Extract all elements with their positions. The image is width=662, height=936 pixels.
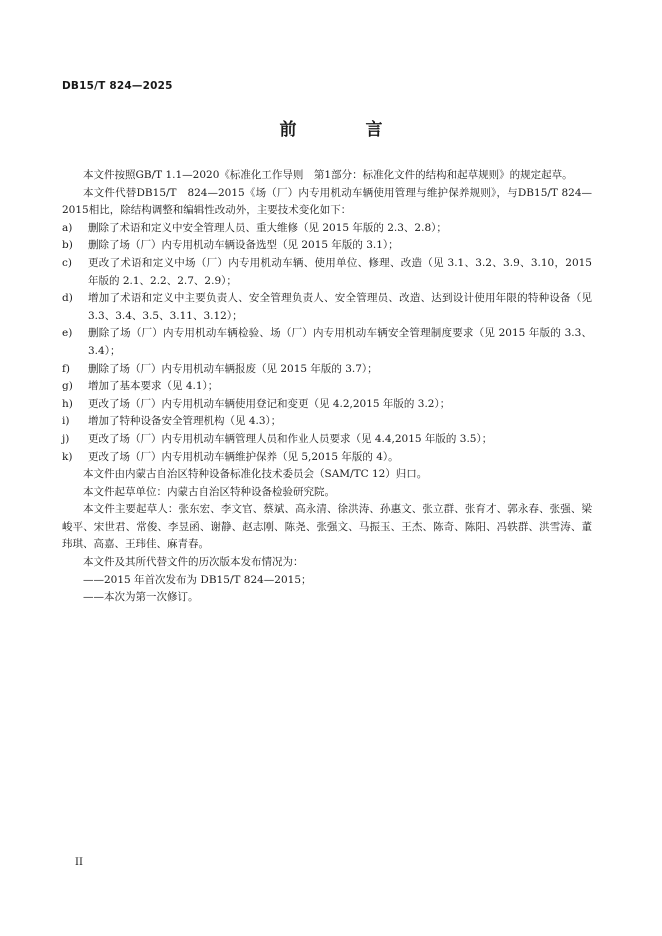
list-marker: i) [62,415,70,428]
list-marker: b) [62,239,73,252]
list-item [62,431,592,449]
list-item [62,237,592,255]
list-marker: c) [62,256,72,269]
list-item-text: 增加了术语和定义中主要负责人、安全管理负责人、安全管理员、改造、达到设计使用年限的特种设备（见 3.3、3.4、3.5、3.11、3.12）； [88,292,592,322]
intro-paragraph: 本文件代替DB15/T 824—2015《场（厂）内专用机动车辆使用管理与维护保养规则》，与DB15/T 824—2015相比，除结构调整和编辑性改动外，主要技术变化如下： [62,186,592,217]
document-code: DB15/T 824—2025 [62,80,173,92]
list-item [62,396,592,414]
list-item [62,325,592,360]
list-item [62,361,592,379]
history-item: ——2015 年首次发布为 DB15/T 824—2015； [83,573,312,586]
list-marker: h) [62,397,73,410]
list-item [62,220,592,238]
list-item [62,413,592,431]
list-item-text: 更改了场（厂）内专用机动车辆管理人员和作业人员要求（见 4.4,2015 年版的 3.5）； [88,432,493,445]
list-item [62,449,592,467]
list-item-text: 删除了场（厂）内专用机动车辆报废（见 2015 年版的 3.7）； [88,362,378,375]
list-item [62,255,592,290]
drafters-paragraph: 本文件主要起草人：张东宏、李文官、蔡斌、高永清、徐洪涛、孙惠文、张立群、张育才、郭永春、张强、梁峻平、宋世君、常俊、李昱函、谢静、赵志刚、陈尧、张强文、马振玉、王杰、陈奇、陈阳、冯轶群、洪雪涛、董玮琪、高嘉、王玮佳、麻青春。 [62,503,592,551]
list-marker: d) [62,292,73,305]
list-marker: j) [62,432,70,445]
list-item-text: 更改了场（厂）内专用机动车辆使用登记和变更（见 4.2,2015 年版的 3.2）； [88,397,451,410]
list-item-text: 删除了场（厂）内专用机动车辆设备选型（见 2015 年版的 3.1）； [88,239,399,252]
list-marker: k) [62,450,73,463]
list-item-text: 增加了基本要求（见 4.1）； [88,380,219,393]
page-title: 前 言 [279,120,409,140]
list-item [62,378,592,396]
list-marker: e) [62,327,73,340]
list-item-text: 更改了术语和定义中场（厂）内专用机动车辆、使用单位、修理、改造（见 3.1、3.2、3.9、3.10，2015 年版的 2.1、2.2、2.7、2.9）； [88,256,592,287]
list-marker: f) [62,362,70,375]
list-marker: a) [62,221,73,234]
page-number: II [75,857,83,868]
list-item-text: 增加了特种设备安全管理机构（见 4.3）； [88,415,282,428]
list-item-text: 更改了场（厂）内专用机动车辆维护保养（见 5,2015 年版的 4）。 [88,450,399,463]
committee-paragraph: 本文件由内蒙古自治区特种设备标准化技术委员会（SAM/TC 12）归口。 [83,468,428,481]
history-item: ——本次为第一次修订。 [83,591,199,604]
intro-paragraph: 本文件按照GB/T 1.1—2020《标准化工作导则 第1部分：标准化文件的结构和起草规则》的规定起草。 [83,169,573,181]
list-item-text: 删除了场（厂）内专用机动车辆检验、场（厂）内专用机动车辆安全管理制度要求（见 2015 年版的 3.3、3.4）； [88,327,592,357]
list-item [62,290,592,325]
list-marker: g) [62,380,73,393]
list-item-text: 删除了术语和定义中安全管理人员、重大维修（见 2015 年版的 2.3、2.8）； [88,221,447,234]
foreword-body [62,167,592,607]
history-heading: 本文件及其所代替文件的历次版本发布情况为： [83,556,304,569]
drafting-unit-paragraph: 本文件起草单位：内蒙古自治区特种设备检验研究院。 [83,485,335,498]
